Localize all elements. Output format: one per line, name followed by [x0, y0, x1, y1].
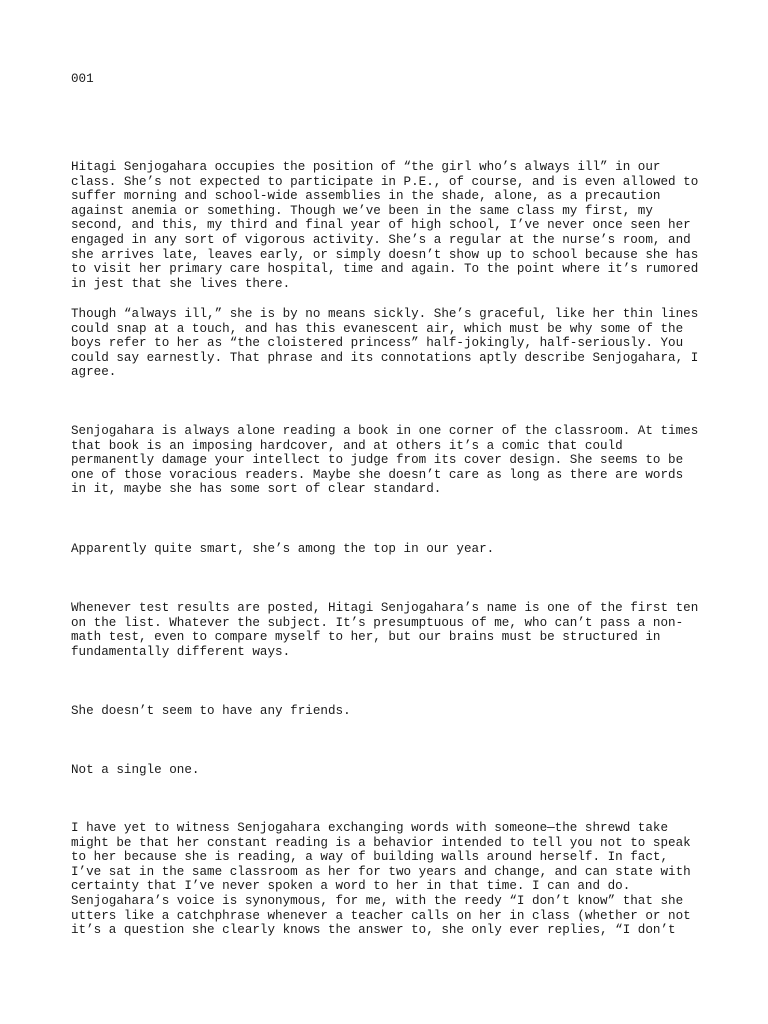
paragraph-4: Apparently quite smart, she’s among the top in our year. [71, 542, 495, 556]
page-number: 001 [71, 72, 94, 86]
paragraph-6: She doesn’t seem to have any friends. [71, 704, 351, 718]
paragraph-7: Not a single one. [71, 763, 200, 777]
paragraph-1: Hitagi Senjogahara occupies the position of “the girl who’s always ill” in our class. She’s not expected to participate in P.E., of course, and is even allowed to suffer morning and school-wide assemblies in the shade, alone, as a precaution against anemia or something. Though we’ve been in the same class my first, my second, and this, my third and final year of high school, I’ve never once seen her engaged in any sort of vigorous activity. She’s a regular at the nurse’s room, and she arrives late, leaves early, or simply doesn’t show up to school because she has to visit her primary care hospital, time and again. To the point where it’s rumored in jest that she lives there. [71, 160, 699, 291]
paragraph-8: I have yet to witness Senjogahara exchanging words with someone—the shrewd take might be that her constant reading is a behavior intended to tell you not to speak to her because she is reading, a way of building walls around herself. In fact, I’ve sat in the same classroom as her for two years and change, and can state with certainty that I’ve never spoken a word to her in that time. I can and do. Senjogahara’s voice is synonymous, for me, with the reedy “I don’t know” that she utters like a catchphrase whenever a teacher calls on her in class (whether or not it’s a question she clearly knows the answer to, she only ever replies, “I don’t [71, 821, 691, 938]
paragraph-5: Whenever test results are posted, Hitagi Senjogahara’s name is one of the first ten on the list. Whatever the subject. It’s presumptuous of me, who can’t pass a non- math test, even to compare myself to her, but our brains must be structured in fundamentally different ways. [71, 601, 699, 659]
paragraph-3: Senjogahara is always alone reading a book in one corner of the classroom. At times that book is an imposing hardcover, and at others it’s a comic that could permanently damage your intellect to judge from its cover design. She seems to be one of those voracious readers. Maybe she doesn’t care as long as there are words in it, maybe she has some sort of clear standard. [71, 424, 699, 497]
paragraph-2: Though “always ill,” she is by no means sickly. She’s graceful, like her thin lines could snap at a touch, and has this evanescent air, which must be why some of the boys refer to her as “the cloistered princess” half-jokingly, half-seriously. You could say earnestly. That phrase and its connotations aptly describe Senjogahara, I agree. [71, 307, 699, 380]
